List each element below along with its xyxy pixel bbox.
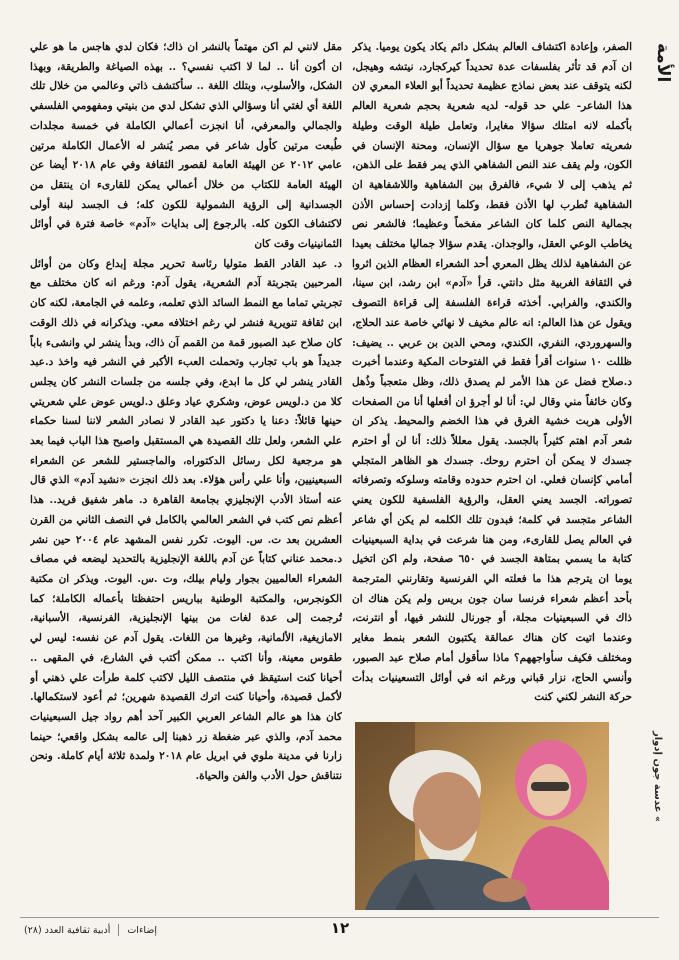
- interview-photo-illustration: [355, 722, 609, 910]
- page-number: ١٢: [330, 919, 350, 937]
- section-tab-label: الأمة: [653, 43, 673, 83]
- chevron-double-icon: »: [652, 816, 662, 822]
- article-column-left: [30, 38, 342, 886]
- photo-credit-text: عدسة جون إدوار: [652, 731, 663, 813]
- footer-magazine-name: أدبية ثقافية العدد (٢٨): [24, 924, 111, 936]
- interview-photo: [355, 722, 609, 910]
- footer-section: إضاءات: [127, 924, 158, 936]
- article-column-right: [352, 38, 632, 710]
- footer-magazine-info: [24, 924, 157, 936]
- footer-separator: [118, 924, 119, 936]
- footer-divider: [20, 917, 659, 918]
- article-paragraph: الصفر، وإعادة اكتشاف العالم بشكل دائم يكاد يكون يوميا. يذكر ان آدم قد تأثر بفلسفات عدة تحديداً كيركجارد، نيتشه وهيجل، لكنه يتوقف عند بعض نماذج عظيمة تحديداً أبو العلاء المعري لان هذا الشاعر- علي حد قوله- لديه شعرية بحجم شعرية العالم بأكمله لانه امتلك سؤالا مغايرا، وتعامل طيلة الوقت وطيلة شعريته تعاملا جوهريا مع سؤال الإنسان، ومحنة الإنسان في الكون، ولم يقف عند النص الشفاهي الذي يمر فقط على الذهن، ثم يذهب إلى لا شيء، فالفرق بين الشفاهية واللاشفاهية ان الشفاهية تُطرب لها الأذن فقط، وكلما إزدادت إحساس الأذن بجمالية النص كلما كان الشاعر مفخماً وعظيما؛ فالشعر نص يخاطب الوعي العقل، والوجدان. يقدم سؤالا جماليا مختلف بعيدا عن الشفاهية لذلك يظل المعري أحد الشعراء العظام الذين اثروا في الثقافة الغربية مثل دانتي. قرأ «آدم» ابن رشد، ابن سينا، والكندي، والفرابي. أخذته قراءة الفلسفة إلى قراءة التصوف ويقول عن هذا العالم: انه عالم مخيف لا نهائي خاصة عند الحلاج، والسهروردي، النفري، الكندي، ومحي الدين بن عربي .. يضيف: ظللت ١٠ سنوات أقرأ فقط في الفتوحات المكية وعندما أخبرت د.صلاح فضل عن هذا الأمر لم يصدق ذلك، وظل متعجباً وذُهل وكان خائفاً مني وقال لي: أنا لو أجرؤ ان أفعلها أنا من الصفحات الأولى هربت خشية الغرق في هذا الخضم والمحيط. يذكر ان شعر آدم اهتم كثيراً بالجسد. يقول معللاً ذلك: أنا لن أو احترم جسدك لا يمكن أن احترم روحك. جسدك هو الظاهر المتجلي أمامي كإنسان فعلي. ان احترم حدوده وقامته وسلوكه وتصرفاته تصوراته. الجسد يعني العقل، والرؤية الفلسفية للكون يعني الشاعر متجسد في كلمة؛ فبدون تلك الكلمه لم يكن أي شاعر في العالم يصل للقارىء، ومن هنا شرعت في بداية السبعينيات كتابة ما يسمي بمتاهة الجسد في ٦٥٠ صفحة، ولم اكن اتخيل يوما ان يترجم هذا ما فعلته الي الفرنسية وتقارنني المترجمة بأحد أعظم شعراء فرنسا سان جون بريس ولم يكن هناك ان ذاك في السبعينيات مجلة، أو جورنال للنشر فيها، أو انترنت، وعندما اتيت كان هناك عمالقة يكتبون الشعر بنمط مغاير ومختلف فكيف سأواجههم؟ ماذا سأقول أمام صلاح عبد الصبور، وأنسي الحاج، نزار قباني ورغم انه في أوائل التسعينيات بدأت حركة النشر لكني كنت: [352, 41, 632, 704]
- photo-credit: [645, 722, 663, 822]
- article-paragraph: مقل لانني لم اكن مهتماً بالنشر ان ذاك؛ فكان لدي هاجس ما هو علي ان أكون أنا .. لما لا اكتب نفسي؟ .. بهذه الصياغة والطريقة، وبهذا الشكل، والأسلوب، وبتلك اللغة .. سأكتشف ذاتي وعالمي من خلال تلك اللغة أي لغتي أنا وسؤالي الذي تشكل لدي من بنيتي ومفهومي الفلسفي والجمالي والمعرفي، أنا انجزت أعمالي الكاملة في خمسة مجلدات طُبعت مرتين كأول شاعر في مصر يُنشر له الأعمال الكاملة مرتين عامي ٢٠١٢ عن الهيئة العامة لقصور الثقافة وفي عام ٢٠١٨ أيضا عن الهيئة العامة للكتاب من خلال أعمالي يمكن للقارىء ان ينتقل من الجسدانية إلى الرؤية الشمولية للكون كله؛ ف الجسد لبنة أولى لاكتشاف الكون كله. بالرجوع إلى بدايات «آدم» خاصة فترة في أوائل الثمانينيات وقت كان: [30, 41, 342, 251]
- article-paragraph: د. عبد القادر القط متوليا رئاسة تحرير مجلة إبداع وكان من أوائل المرحبين بتجربتة آدم الشعرية، يقول آدم: ورغم انه كان مختلف مع تجربتي تماما مع النمط السائد الذي تعلمه، وعلمه في الجامعة، لكنه كان ابن ثقافة تنويرية فنشر لي رغم اختلافه معي. ويذكرانه في ذلك الوقت كان صلاح عبد الصبور قمة من القمم آن ذاك، وبدأ ينشر لي وانشىء باباً جديداً هو باب تجارب وتحملت العبء الأكبر في النشر فيه واخذ د.عبد القادر ينشر لي كل ما ابدع، وفي جلسه من جلسات النشر كان يجلس كلا من د.لويس عوض، وشكري عياد وعلق د.لويس عوض علي شعريتي حينها قائلاً: دعنا يا دكتور عبد القادر لا نصادر الشعر لاننا لسنا حكماء علي الشعر، ولعل تلك القصيدة هي المستقبل واصبح هذا الباب فيما بعد هو مرجعية لكل رسائل الدكتوراه، والماجستير للشعر عن الشعراء السبعينيين، وأنا علي رأس هؤلاء. بعد ذلك انجزت «نشيد آدم» الذي قال عنه أستاذ الأدب الإنجليزي بجامعة القاهرة د. ماهر شفيق فريد.. هذا أعظم نص كتب في الشعر العالمي بالكامل في النصف الثاني من القرن العشرين بعد ت. س. اليوت. تكرر نفس المشهد عام ٢٠٠٤ حين نشر د.محمد عناني كتاباً عن آدم باللغة الإنجليزية بالتحديد ليضعه في مصاف الشعراء العالميين بجوار وليام بيلك، وت .س. اليوت. ويذكر ان مكتبة الكونجرس، والمكتبة الوطنية بباريس احتفظتا بأعماله الكاملة؛ كما تُرجمت إلى عدة لغات من بينها الإنجليزية، الفرنسية، الأسبانية، الامازيغية، الألمانية، وغيرها من اللغات. يقول آدم عن نفسه: ليس لي طقوس معينة، وأنا اكتب .. ممكن أكتب في الشارع، في المقهى .. أحيانا كنت استيقظ في منتصف الليل لاكتب كلمة طرأت علي ذهني أو لأكمل قصيدة، وأحيانا كنت اترك القصيدة شهرين؛ ثم أعود لاستكمالها. كان هذا هو عالم الشاعر العربي الكبير آحد أهم رواد جيل السبعينيات محمد آدم، والذي عبر ضغطة زر ذهبنا إلى عالمه بشكل واقعي؛ حينما زارنا في مدينة ملوي في ابريل عام ٢٠١٨ ولمدة ثلاثة أيام كاملة. ونحن نتناقش حول الأدب والفن والحياة.: [30, 257, 342, 783]
